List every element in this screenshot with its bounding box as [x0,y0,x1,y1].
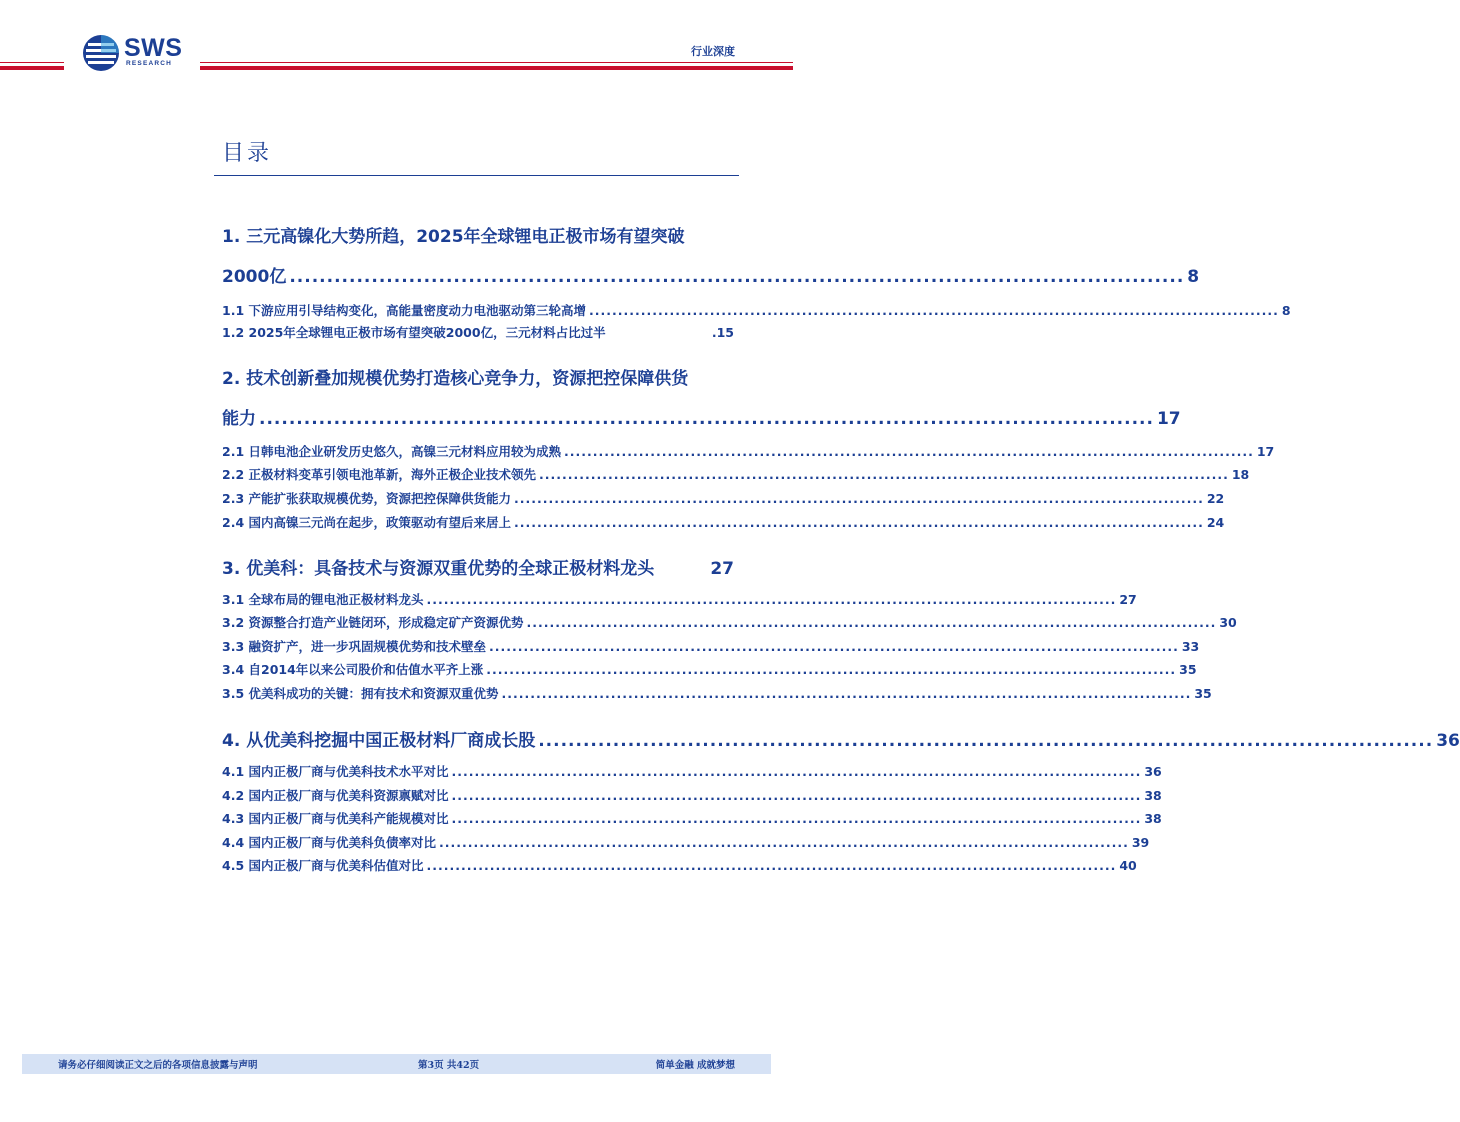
page-footer [22,1054,771,1074]
toc-leader-dots: ........................................................................................................................ [426,592,1117,607]
toc-page-number: 38 [1144,811,1162,826]
toc-leader-dots: ........................................................................................................................ [489,639,1179,654]
toc-page-number: 36 [1144,764,1162,779]
toc-section-1-line1[interactable]: 1. 三元高镍化大势所趋，2025年全球锂电正极市场有望突破 [222,227,685,247]
toc-entry-title: 能力 [222,409,256,429]
toc-page-number: 30 [1219,615,1237,630]
logo-subtext: RESEARCH [126,60,173,67]
toc-entry-title: 1.2 2025年全球锂电正极市场有望突破2000亿，三元材料占比过半 [222,325,606,340]
toc-section-2[interactable] [222,404,1181,429]
toc-page-number: 40 [1119,858,1137,873]
logo-text: SWS [124,34,183,62]
toc-entry-title: 4.4 国内正极厂商与优美科负债率对比 [222,835,436,850]
toc-entry-4-4[interactable] [222,833,1150,851]
toc-leader-dots: ........................................................................................................................ [259,409,1154,429]
toc-section-2-line1[interactable]: 2. 技术创新叠加规模优势打造核心竞争力，资源把控保障供货 [222,369,689,389]
toc-page-number: 33 [1181,639,1200,654]
toc-leader-dots: ........................................................................................................................ [526,615,1217,630]
sws-logo-icon [82,34,120,72]
report-type-tag: 行业深度 [691,45,735,58]
toc-page-number: 35 [1194,686,1212,701]
toc-page-number: 38 [1144,788,1162,803]
toc-page-number: .15 [711,325,734,340]
header-rule-left-thick [0,66,64,70]
sws-logo [82,34,202,72]
toc-leader-dots: ........................................................................................................................ [439,835,1129,850]
toc-section-1[interactable] [222,262,1200,287]
toc-section-4[interactable] [222,726,1460,751]
toc-leader-dots: ........................................................................................................................ [514,515,1204,530]
footer-page-number: 第3页 共42页 [418,1060,480,1071]
toc-entry-title: 4.2 国内正极厂商与优美科资源禀赋对比 [222,788,449,803]
toc-entry-4-3[interactable] [222,809,1162,827]
toc-title: 目录 [222,141,273,166]
toc-entry-2-2[interactable] [222,465,1250,483]
toc-leader-dots: ........................................................................................................................ [539,467,1229,482]
toc-leader-dots: ........................................................................................................................ [538,731,1434,751]
toc-entry-2-1[interactable] [222,442,1275,460]
toc-entry-title: 3.4 自2014年以来公司股价和估值水平齐上涨 [222,662,484,677]
toc-entry-title: 1.1 下游应用引导结构变化，高能量密度动力电池驱动第三轮高增 [222,303,586,318]
toc-entry-title: 3.3 融资扩产，进一步巩固规模优势和技术壁垒 [222,639,486,654]
toc-entry-2-3[interactable] [222,489,1225,507]
toc-entry-title: 2.3 产能扩张获取规模优势，资源把控保障供货能力 [222,491,511,506]
toc-page-number: 27 [1119,592,1137,607]
toc-page-number: 27 [710,559,734,579]
toc-entry-title: 4.5 国内正极厂商与优美科估值对比 [222,858,424,873]
footer-slogan: 简单金融 成就梦想 [655,1060,735,1071]
toc-entry-4-5[interactable] [222,856,1137,874]
toc-page-number: 36 [1436,731,1460,751]
toc-entry-title: 3.2 资源整合打造产业链闭环，形成稳定矿产资源优势 [222,615,524,630]
toc-leader-dots: ........................................................................................................................ [451,788,1142,803]
toc-leader-dots: ........................................................................................................................ [514,491,1204,506]
toc-entry-2-4[interactable] [222,513,1225,531]
header-rule-right-thick [200,66,793,70]
header-rule-left-thin [0,62,64,63]
footer-disclaimer: 请务必仔细阅读正文之后的各项信息披露与声明 [58,1060,258,1071]
toc-page-number: 24 [1206,515,1225,530]
toc-entry-title: 3.5 优美科成功的关键：拥有技术和资源双重优势 [222,686,499,701]
toc-entry-title: 3.1 全球布局的锂电池正极材料龙头 [222,592,424,607]
toc-leader-dots: ........................................................................................................................ [501,686,1192,701]
toc-page-number: 39 [1131,835,1150,850]
toc-entry-title: 2000亿 [222,267,287,287]
toc-page-number: 17 [1156,409,1181,429]
toc-entry-title: 2.1 日韩电池企业研发历史悠久，高镍三元材料应用较为成熟 [222,444,561,459]
toc-entry-4-2[interactable] [222,786,1162,804]
toc-leader-dots: ........................................................................................................................ [486,662,1177,677]
toc-title-rule [214,175,739,176]
toc-entry-3-5[interactable] [222,684,1212,702]
toc-page-number: 35 [1179,662,1197,677]
toc-leader-dots: ........................................................................................................................ [589,303,1279,318]
toc-page-number: 22 [1206,491,1225,506]
toc-leader-dots: ........................................................................................................................ [426,858,1117,873]
header-rule-right-thin [200,62,793,63]
toc-entry-title: 3. 优美科：具备技术与资源双重优势的全球正极材料龙头 [222,559,655,579]
toc-entry-4-1[interactable] [222,762,1162,780]
toc-entry-title: 4.1 国内正极厂商与优美科技术水平对比 [222,764,449,779]
toc-entry-title: 4. 从优美科挖掘中国正极材料厂商成长股 [222,731,536,751]
toc-leader-dots: ........................................................................................................................ [451,764,1142,779]
toc-entry-3-1[interactable] [222,590,1137,608]
toc-entry-title: 2.4 国内高镍三元尚在起步，政策驱动有望后来居上 [222,515,511,530]
toc-section-3[interactable] [222,554,734,579]
toc-entry-3-4[interactable] [222,660,1197,678]
toc-leader-dots: ........................................................................................................................ [451,811,1142,826]
toc-entry-title: 2.2 正极材料变革引领电池革新，海外正极企业技术领先 [222,467,536,482]
toc-page-number: 17 [1256,444,1275,459]
toc-page-number: 18 [1231,467,1250,482]
toc-entry-1-1[interactable] [222,301,1291,319]
toc-leader-dots: ........................................................................................................................ [289,267,1185,287]
toc-entry-3-3[interactable] [222,637,1200,655]
toc-entry-title: 4.3 国内正极厂商与优美科产能规模对比 [222,811,449,826]
toc-leader-dots: ........................................................................................................................ [564,444,1254,459]
toc-page-number: 8 [1281,303,1291,318]
toc-entry-1-2[interactable] [222,323,734,341]
toc-page-number: 8 [1187,267,1200,287]
toc-entry-3-2[interactable] [222,613,1237,631]
